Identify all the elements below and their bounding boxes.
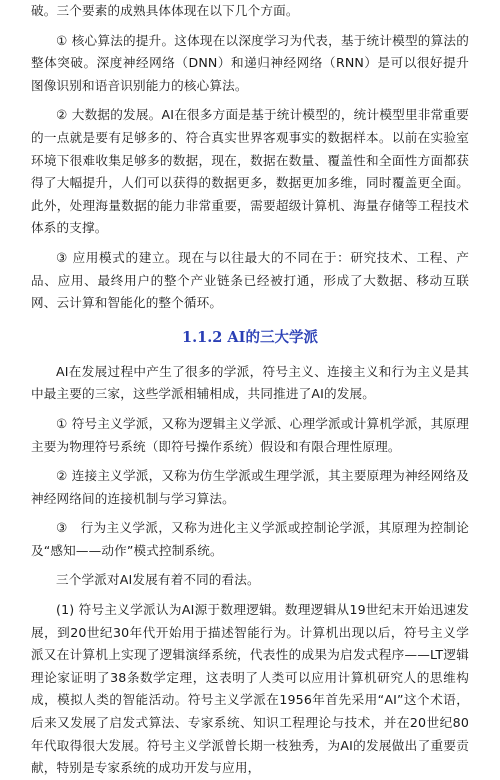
section-heading (31, 327, 469, 349)
section-number: 1.1.2 AI (182, 328, 246, 346)
paragraph-intro-end: 破。三个要素的成熟具体体现在以下几个方面。 (31, 3, 299, 18)
paragraph-different-views: 三个学派对AI发展有着不同的看法。 (56, 572, 260, 588)
paragraph-behaviorism: ③ 行为主义学派，又称为进化主义学派或控制论学派，其原理为控制论及“感知——动作”模式控制系统。 (31, 520, 469, 558)
paragraph-symbolism: ① 符号主义学派，又称为逻辑主义学派、心理学派或计算机学派，其原理主要为物理符号系统（即符号操作系统）假设和有限合理性原理。 (31, 415, 469, 454)
paragraph-core-algorithm: ① 核心算法的提升。这体现在以深度学习为代表，基于统计模型的算法的整体突破。深度神经网络（DNN）和递归神经网络（RNN）是可以很好提升图像识别和语音识别能力的核心算法。 (31, 32, 469, 93)
paragraph-connectionism: ② 连接主义学派，又称为仿生学派或生理学派，其主要原理为神经网络及神经网络间的连接机制与学习算法。 (31, 468, 469, 506)
paragraph-big-data: ② 大数据的发展。AI在很多方面是基于统计模型的，统计模型里非常重要的一点就是要有足够多的、符合真实世界客观事实的数据样本。以前在实验室环境下很难收集足够多的数据，现在，数据在数量、覆盖性和全面性方面都获得了大幅提升，人们可以获得的数据更多，数据更加多维，同时覆盖更全面。此外，处理海量数据的能力非常重要，需要超级计算机、海量存储等工程技术体系的支撑。 (31, 107, 469, 236)
paragraph-schools-overview: AI在发展过程中产生了很多的学派，符号主义、连接主义和行为主义是其中最主要的三家，这些学派相辅相成，共同推进了AI的发展。 (31, 363, 469, 402)
section-title: 的三大学派 (245, 328, 318, 346)
paragraph-application-mode: ③ 应用模式的建立。现在与以往最大的不同在于：研究技术、工程、产品、应用、最终用户的整个产业链条已经被打通，形成了大数据、移动互联网、云计算和智能化的整个循环。 (31, 249, 469, 311)
paragraph-symbolism-detail: (1) 符号主义学派认为AI源于数理逻辑。数理逻辑从19世纪末开始迅速发展，到20世纪30年代开始用于描述智能行为。计算机出现以后，符号主义学派又在计算机上实现了逻辑演绎系统，代表性的成果为启发式程序——LT逻辑理论家证明了38条数学定理，这表明了人类可以应用计算机研究人的思维构成，模拟人类的智能活动。符号主义学派在1956年首先采用“AI”这个术语，后来又发展了启发式算法、专家系统、知识工程理论与技术，并在20世纪80年代取得很大发展。符号主义学派曾长期一枝独秀，为AI的发展做出了重要贡献，特别是专家系统的成功开发与应用， (31, 602, 469, 776)
